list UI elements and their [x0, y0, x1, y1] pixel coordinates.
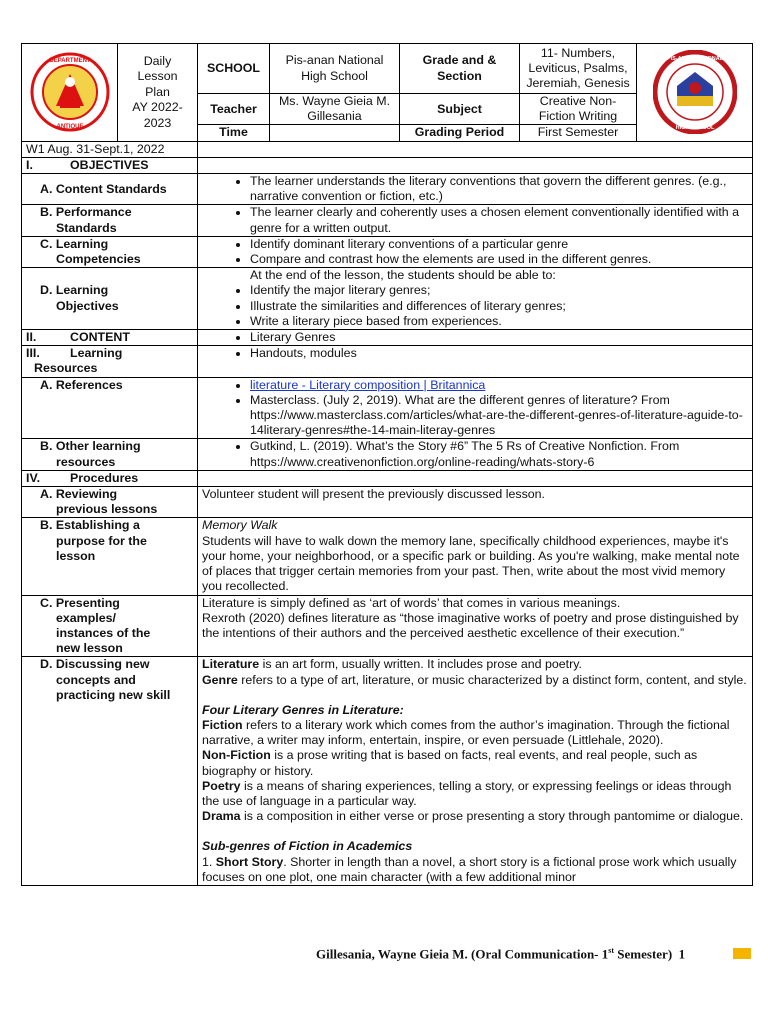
reviewing-label: A. Reviewing previous lessons [22, 487, 198, 518]
list-item: • Identify dominant literary conventions of a particular genre [250, 237, 748, 252]
presenting-value: Literature is simply defined as ‘art of words’ that comes in various meanings. Rexroth (2020) defines literature as “those imaginative works of poetry and prose distinguished by the intentions of their authors and the perceived aesthetic excellence of their execution.” [198, 595, 753, 657]
sub-genres-title: Sub-genres of Fiction in Academics [202, 839, 413, 854]
list-item: • Gutkind, L. (2019). What’s the Story #6” The 5 Rs of Creative Nonfiction. From https://www.creativenonfiction.org/online-reading/whats-story-6 [250, 439, 748, 469]
school-label: SCHOOL [198, 44, 270, 94]
svg-text:DEPARTMENT: DEPARTMENT [48, 58, 91, 65]
teacher-label: Teacher [198, 94, 270, 125]
content-standards-label: A. Content Standards [22, 174, 198, 205]
section-resources: III. Learning Resources [22, 346, 198, 377]
section-content: II. CONTENT [22, 330, 198, 346]
page-number: 1 [678, 946, 686, 962]
list-item: • Masterclass. (July 2, 2019). What are the different genres of literature? From https://www.masterclass.com/articles/what-are-the-different-genres-of-literature-aguide-to-14literary-genres#the-14-main-literay-genres [250, 393, 748, 439]
britannica-link[interactable]: literature - Literary composition | Britannica [250, 377, 486, 392]
lesson-plan-table [21, 43, 753, 886]
period-label: Grading Period [400, 125, 520, 141]
memory-walk-title: Memory Walk [202, 518, 278, 533]
list-item: • Compare and contrast how the elements are used in the different genres. [250, 252, 748, 267]
subject-label: Subject [400, 94, 520, 125]
performance-standards-label: B. Performance Standards [22, 205, 198, 236]
other-resources-label: B. Other learning resources [22, 439, 198, 470]
lesson-plan-document [21, 43, 752, 886]
establishing-value: Memory Walk Students will have to walk down the memory lane, specifically childhood experiences, maybe it's your home, your neighborhood, or a specific park or building. As you're walking, make mental note of places that trigger certain memories from your past. Then, write about the most vivid memory you recollected. [198, 518, 753, 595]
plan-title: Daily Lesson Plan AY 2022- 2023 [118, 44, 198, 142]
deped-logo-cell [22, 44, 118, 142]
time-label: Time [198, 125, 270, 141]
footer-accent-box [733, 948, 751, 959]
four-genres-title: Four Literary Genres in Literature: [202, 702, 404, 717]
school-logo-cell [637, 44, 753, 142]
learning-objectives-label: D. Learning Objectives [22, 268, 198, 330]
school-seal-icon [653, 50, 737, 134]
week-label: W1 Aug. 31-Sept.1, 2022 [22, 141, 198, 157]
other-resources-value [198, 439, 753, 470]
references-label: A. References [22, 377, 198, 439]
subject-value: Creative Non-Fiction Writing [520, 94, 637, 125]
grade-value: 11- Numbers, Leviticus, Psalms, Jeremiah, Genesis [520, 44, 637, 94]
grade-label: Grade and & Section [400, 44, 520, 94]
deped-seal-icon [30, 52, 110, 132]
list-item: • Identify the major literary genres; [250, 283, 748, 298]
svg-text:PIS-ANAN NATIONAL: PIS-ANAN NATIONAL [666, 56, 723, 63]
page-footer: Gillesania, Wayne Gieia M. (Oral Communication- 1st Semester) 1 [316, 946, 686, 962]
discussing-value: Literature is an art form, usually written. It includes prose and poetry. Genre refers to a type of art, literature, or music characterized by a distinct form, content, and style. Four Literary Genres in Literature: Fiction refers to a literary work which comes from the author’s imagination. Through the fictional narrative, a writer may inform, entertain, inspire, or even persuade (Littlehale, 2020). Non-Fiction is a prose writing that is based on facts, real events, and real people, such as biography or history. Poetry is a means of sharing experiences, telling a story, or expressing feelings or ideas through the use of language in a particular way. Drama is a composition in either verse or prose presenting a story through pantomime or dialogue. Sub-genres of Fiction in Academics 1. Short Story. Shorter in length than a novel, a short story is a fictional prose work which usually focuses on one plot, one main character (with a few additional minor [198, 657, 753, 886]
references-value [198, 377, 753, 439]
learning-objectives-value: At the end of the lesson, the students should be able to: • Identify the major literary genres; • Illustrate the similarities and differences of literary genres; • Write a literary piece based from experiences. [198, 268, 753, 330]
performance-standards-value [198, 205, 753, 236]
list-item: • Handouts, modules [250, 346, 748, 361]
content-standards-value [198, 174, 753, 205]
presenting-label: C. Presenting examples/ instances of the new lesson [22, 595, 198, 657]
svg-text:HIGH SCHOOL: HIGH SCHOOL [675, 125, 714, 132]
establishing-label: B. Establishing a purpose for the lesson [22, 518, 198, 595]
section-procedures: IV. Procedures [22, 470, 198, 486]
list-item: • Literary Genres [250, 330, 748, 345]
time-value [270, 125, 400, 141]
competencies-value [198, 236, 753, 267]
list-item: • Illustrate the similarities and differences of literary genres; [250, 299, 748, 314]
school-value: Pis-anan National High School [270, 44, 400, 94]
list-item: • The learner clearly and coherently uses a chosen element conventionally identified with a genre for a written output. [250, 205, 748, 235]
discussing-label: D. Discussing new concepts and practicing new skill [22, 657, 198, 886]
list-item: • The learner understands the literary conventions that govern the different genres. (e.g., narrative convention or fiction, etc.) [250, 174, 748, 204]
svg-text:ANTIQUE: ANTIQUE [56, 124, 83, 131]
competencies-label: C. Learning Competencies [22, 236, 198, 267]
teacher-value: Ms. Wayne Gieia M. Gillesania [270, 94, 400, 125]
period-value: First Semester [520, 125, 637, 141]
reviewing-value: Volunteer student will present the previously discussed lesson. [198, 487, 753, 518]
list-item: • Write a literary piece based from experiences. [250, 314, 748, 329]
section-objectives: I. OBJECTIVES [22, 157, 198, 173]
